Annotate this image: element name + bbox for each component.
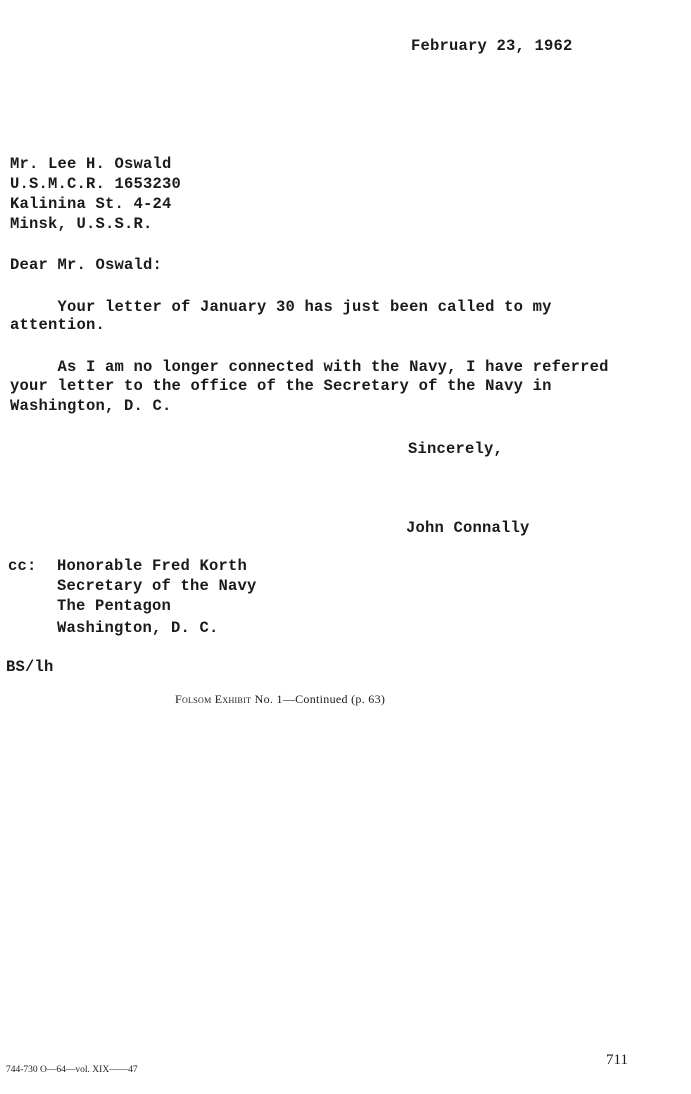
- cc-label: cc:: [8, 557, 37, 575]
- cc-line-4: Washington, D. C.: [57, 619, 219, 637]
- typist-initials: BS/lh: [6, 658, 54, 676]
- closing: Sincerely,: [408, 440, 504, 458]
- page-number: 711: [606, 1052, 628, 1068]
- paragraph-2-line-1: As I am no longer connected with the Navy, I have referred: [10, 358, 609, 376]
- print-line: 744-730 O—64—vol. XIX——47: [6, 1065, 138, 1075]
- letter-date: February 23, 1962: [411, 37, 573, 55]
- address-line-service-number: U.S.M.C.R. 1653230: [10, 175, 182, 193]
- cc-line-2: Secretary of the Navy: [57, 577, 257, 595]
- address-line-name: Mr. Lee H. Oswald: [10, 155, 172, 173]
- address-line-city: Minsk, U.S.S.R.: [10, 215, 153, 233]
- signature-name: John Connally: [406, 519, 530, 537]
- cc-line-1: Honorable Fred Korth: [57, 557, 248, 575]
- paragraph-1-line-2: attention.: [10, 316, 106, 334]
- exhibit-caption-rest: No. 1—Continued (p. 63): [251, 692, 386, 706]
- exhibit-caption: [175, 692, 385, 707]
- address-line-street: Kalinina St. 4-24: [10, 195, 172, 213]
- salutation: Dear Mr. Oswald:: [10, 256, 163, 274]
- paragraph-2-line-2: your letter to the office of the Secretary of the Navy in: [10, 377, 552, 395]
- cc-line-3: The Pentagon: [57, 597, 172, 615]
- paragraph-1-line-1: Your letter of January 30 has just been called to my: [10, 298, 552, 316]
- exhibit-caption-name: Folsom Exhibit: [175, 692, 252, 706]
- paragraph-2-line-3: Washington, D. C.: [10, 397, 172, 415]
